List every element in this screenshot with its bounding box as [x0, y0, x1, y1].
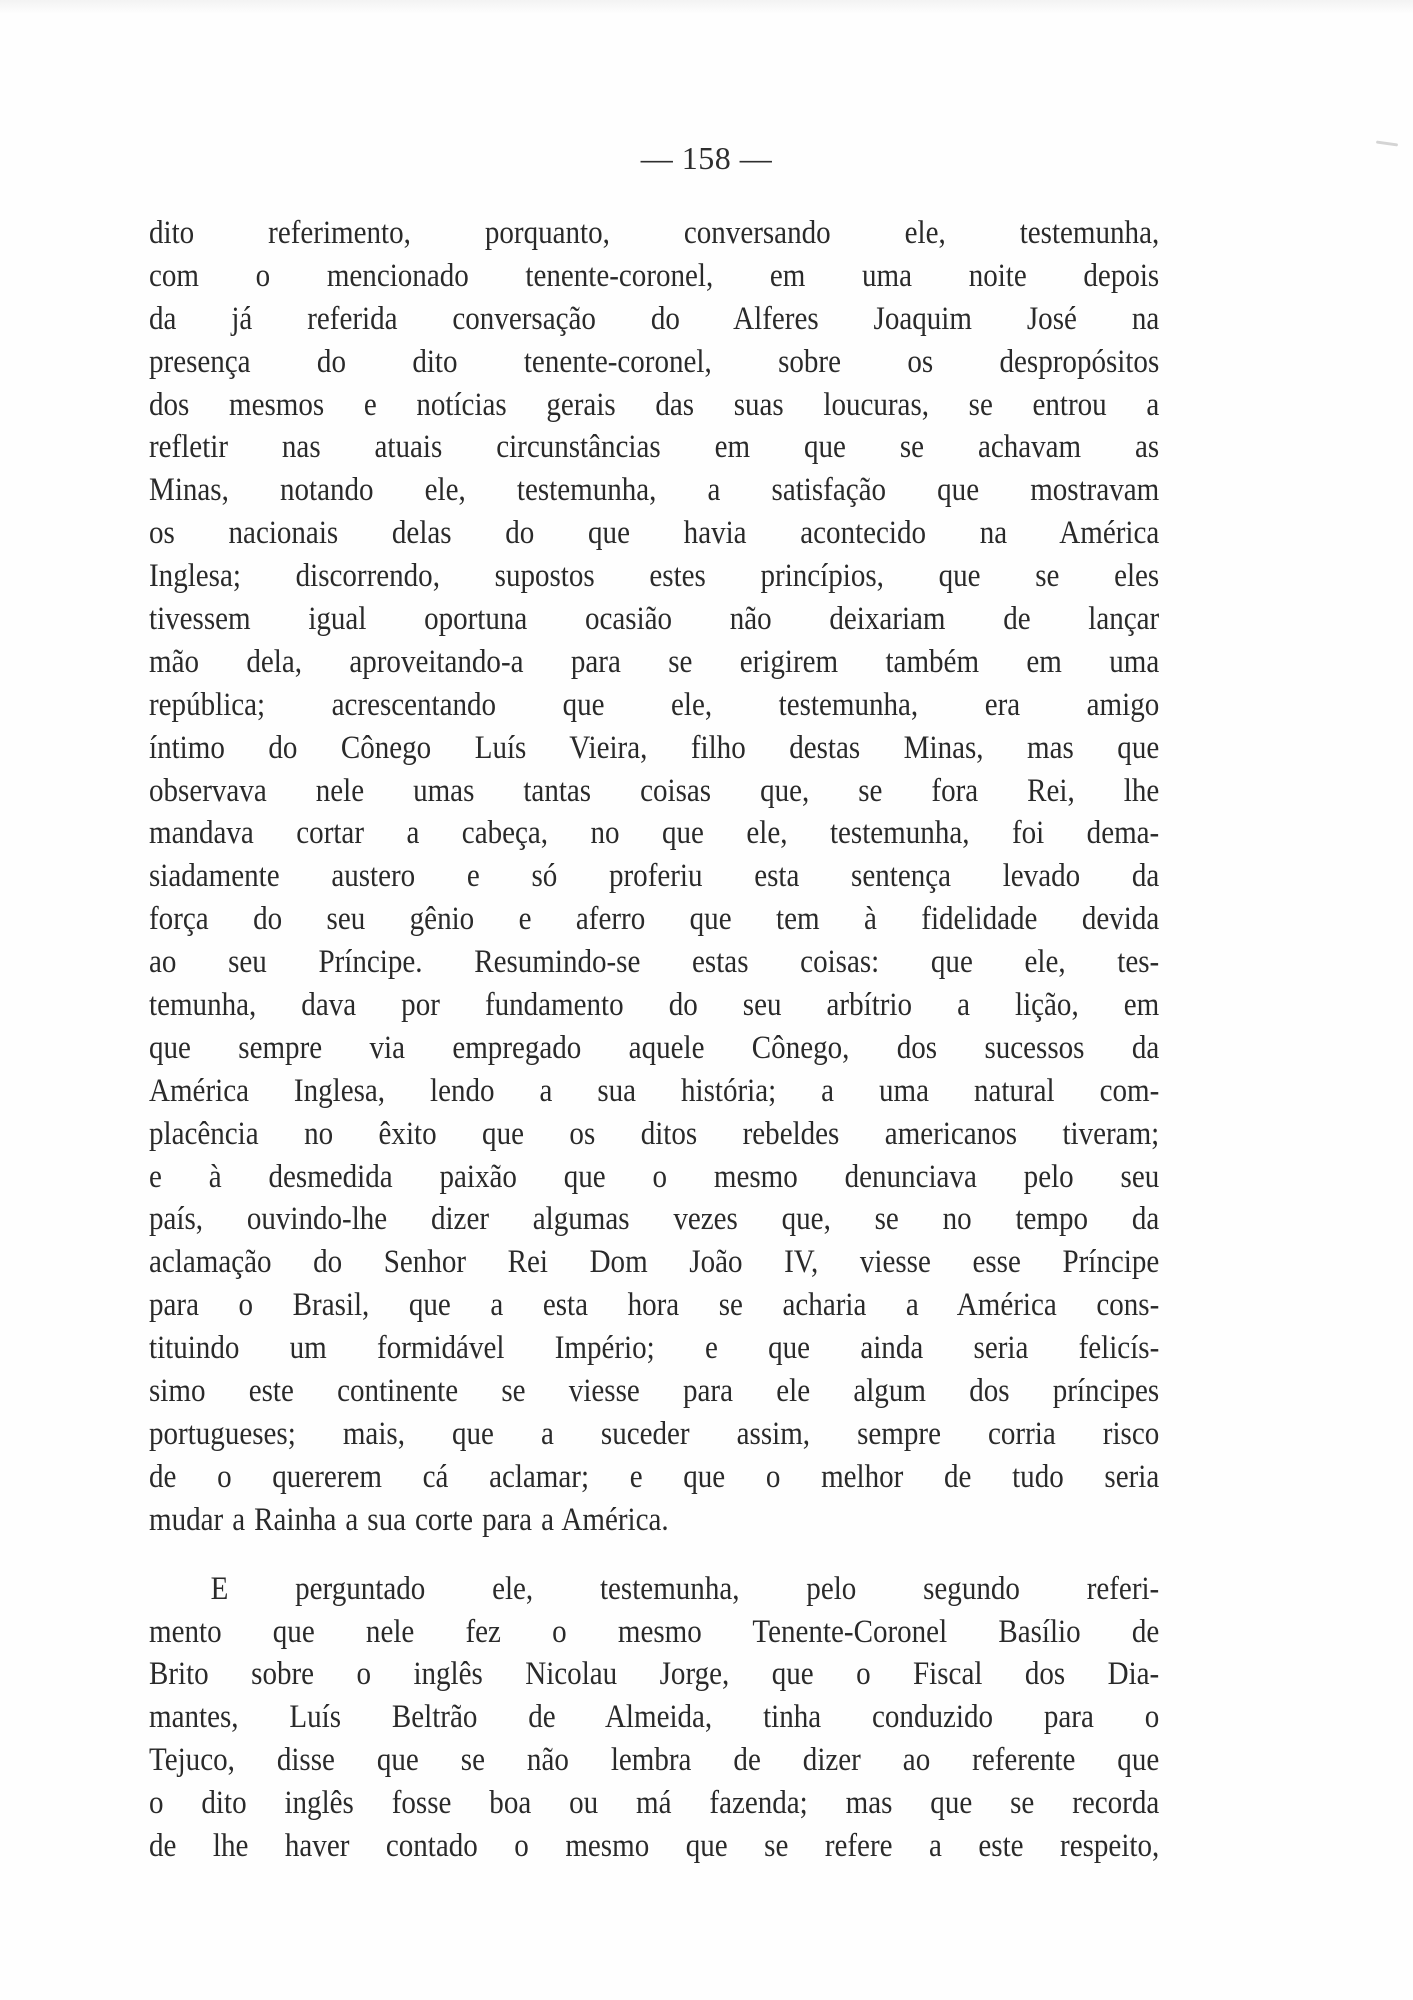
text-line: Tejuco, disse que se não lembra de dizer ao referente que: [149, 1742, 1160, 1779]
text-line: íntimo do Cônego Luís Vieira, filho destas Minas, mas que: [149, 729, 1160, 766]
text-line: ao seu Príncipe. Resumindo-se estas coisas: que ele, tes-: [149, 944, 1160, 981]
text-line: força do seu gênio e aferro que tem à fidelidade devida: [149, 901, 1160, 938]
text-line: com o mencionado tenente-coronel, em uma noite depois: [149, 257, 1160, 294]
paragraph-2: [149, 1568, 1159, 1868]
text-line: América Inglesa, lendo a sua história; a uma natural com-: [149, 1072, 1160, 1109]
text-line: tivessem igual oportuna ocasião não deixariam de lançar: [149, 601, 1160, 638]
text-line: mudar a Rainha a sua corte para a América.: [149, 1501, 669, 1538]
text-line: observava nele umas tantas coisas que, se fora Rei, lhe: [149, 772, 1160, 809]
text-line: os nacionais delas do que havia acontecido na América: [149, 515, 1160, 552]
paragraph-1: [149, 212, 1159, 1542]
text-line: simo este continente se viesse para ele algum dos príncipes: [149, 1373, 1160, 1410]
text-line: siadamente austero e só proferiu esta sentença levado da: [149, 858, 1160, 895]
text-line: república; acrescentando que ele, testemunha, era amigo: [149, 686, 1160, 723]
text-line: presença do dito tenente-coronel, sobre os despropósitos: [149, 343, 1160, 380]
text-line: de lhe haver contado o mesmo que se refere a este respeito,: [149, 1827, 1160, 1864]
paragraph-gap: [149, 1542, 1159, 1568]
text-line: da já referida conversação do Alferes Joaquim José na: [149, 300, 1160, 337]
text-line: mão dela, aproveitando-a para se erigirem também em uma: [149, 643, 1160, 680]
text-line: mento que nele fez o mesmo Tenente-Coronel Basílio de: [149, 1613, 1160, 1650]
text-line: Brito sobre o inglês Nicolau Jorge, que o Fiscal dos Dia-: [149, 1656, 1160, 1693]
body-text: [149, 212, 1159, 1868]
text-line: temunha, dava por fundamento do seu arbítrio a lição, em: [149, 987, 1160, 1024]
text-line: de o quererem cá aclamar; e que o melhor de tudo seria: [149, 1458, 1160, 1495]
text-line: para o Brasil, que a esta hora se acharia a América cons-: [149, 1287, 1160, 1324]
text-line: aclamação do Senhor Rei Dom João IV, viesse esse Príncipe: [149, 1244, 1160, 1281]
text-line: o dito inglês fosse boa ou má fazenda; mas que se recorda: [149, 1785, 1160, 1822]
text-line: refletir nas atuais circunstâncias em que se achavam as: [149, 429, 1160, 466]
text-line: mandava cortar a cabeça, no que ele, testemunha, foi dema-: [149, 815, 1160, 852]
page-number: — 158 —: [640, 140, 773, 176]
text-line: que sempre via empregado aquele Cônego, dos sucessos da: [149, 1029, 1160, 1066]
text-line: tituindo um formidável Império; e que ainda seria felicís-: [149, 1330, 1160, 1367]
text-line: Minas, notando ele, testemunha, a satisfação que mostravam: [149, 472, 1160, 509]
text-line: dito referimento, porquanto, conversando ele, testemunha,: [149, 215, 1160, 251]
text-line: dos mesmos e notícias gerais das suas loucuras, se entrou a: [149, 386, 1160, 423]
text-line: placência no êxito que os ditos rebeldes americanos tiveram;: [149, 1115, 1160, 1152]
text-line: Inglesa; discorrendo, supostos estes princípios, que se eles: [149, 558, 1160, 595]
text-line: e à desmedida paixão que o mesmo denunciava pelo seu: [149, 1158, 1160, 1195]
text-line: E perguntado ele, testemunha, pelo segundo referi-: [210, 1570, 1160, 1607]
text-line: país, ouvindo-lhe dizer algumas vezes que, se no tempo da: [149, 1201, 1160, 1238]
text-line: mantes, Luís Beltrão de Almeida, tinha conduzido para o: [149, 1699, 1160, 1736]
scan-edge-shadow: [0, 0, 1413, 14]
text-line: portugueses; mais, que a suceder assim, sempre corria risco: [149, 1415, 1160, 1452]
